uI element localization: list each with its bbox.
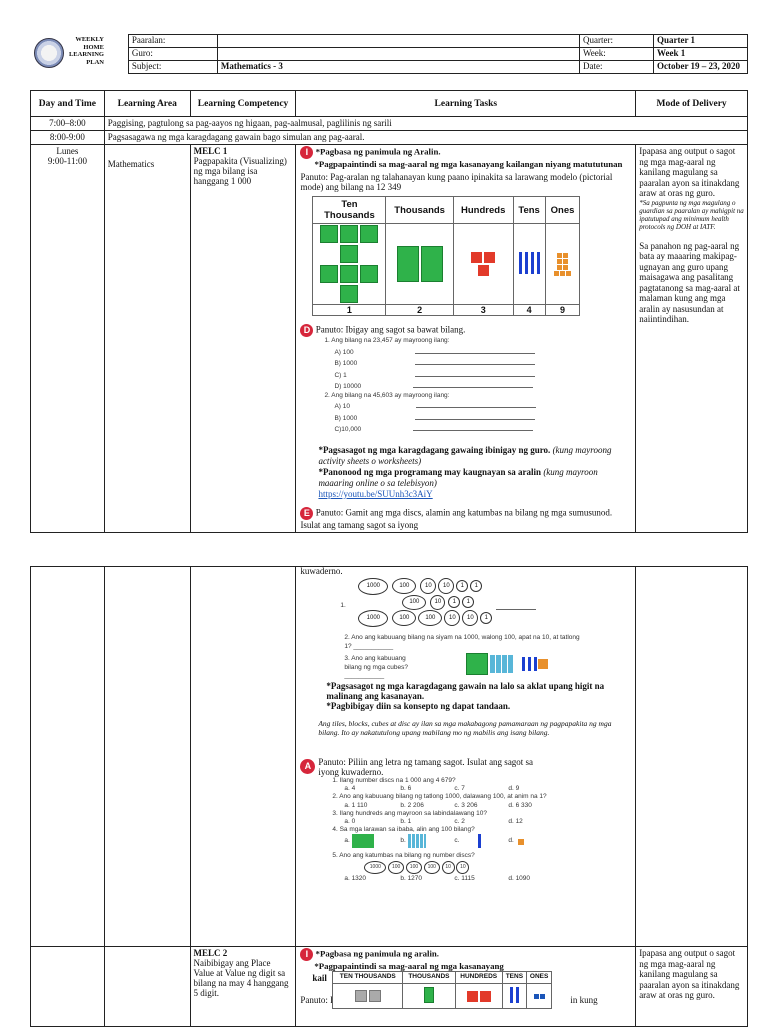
task-intro: I *Pagbasa ng panimula ng Aralin. *Pagpapaintindi sa mag-aaral ng mga kasanayang kailangan niyang matututunan (300, 146, 631, 169)
pv-header-ones: Ones (545, 197, 580, 224)
marker-d-icon: D (300, 324, 313, 337)
guro-value (217, 48, 579, 61)
date-label: Date: (580, 61, 654, 74)
header-info-table (30, 34, 748, 74)
melc1-text: Pagpapakita (Visualizing) ng mga bilang isa hanggang 1 000 (193, 156, 287, 186)
task-emphasis: *Pagbibigay diin sa konsepto ng dapat tandaan. (326, 701, 511, 711)
question-d1: 1. Ang bilang na 23,457 ay mayroong ilang: (324, 337, 450, 344)
subject-value: Mathematics - 3 (217, 61, 579, 74)
cont-learning-tasks (296, 567, 636, 947)
disc: 100 (392, 610, 416, 626)
mode-delivery-text-2: Sa panahon ng pag-aaral ng bata ay maaaring makipag-ugnayan ang guro upang maisagawa ang pasalitang pagtatanong sa mag-aaral at malaman kung ang mga aralin ay nasusundan at naiintindihan. (639, 240, 740, 324)
tens-rods (513, 224, 545, 305)
week-value: Week 1 (653, 48, 747, 61)
tuesday-learning-area (104, 947, 190, 1027)
disc: 10 (444, 610, 460, 626)
disc: 10 (462, 610, 478, 626)
pv-header-hundreds: Hundreds (453, 197, 513, 224)
pv-value-thousands: 2 (386, 305, 453, 316)
disc: 1 (448, 596, 460, 608)
pv-value-ten-thousands: 1 (313, 305, 386, 316)
task-watch-programs: *Panonood ng mga programang may kaugnayan sa aralin (kung mayroon maaaring online o sa telebisyon) (318, 466, 598, 488)
pv-header-thousands: Thousands (386, 197, 453, 224)
pv2-header-ten-thousands: TEN THOUSANDS (333, 972, 403, 984)
kuwaderno-text: kuwaderno. (300, 566, 343, 576)
disc: 100 (392, 578, 416, 594)
exercise-a-questions: 1. Ilang number discs na 1 000 ang 4 679? a. 4 b. 6 c. 7 d. 9 2. Ano ang kabuuang bilang ng tatlong 1000, dalawang 100, at anim na 1? a. 1 110 b. 2 206 c. 3 206 d. 6 330 3. Ilang hundreds ang mayroon sa labindalawang 10? a. 0 b. 1 c. 2 d. 12 4. Sa mga larawan sa ibaba, alin ang 100 bilang? a. b. c. d. 5. Ano ang katumbas na bilang ng number discs? 1000 100 100 100 10 10 a. 1320 b. 1270 c. 1115 d. 1090 (332, 777, 631, 883)
task2-intro: I *Pagbasa ng panimula ng aralin. *Pagpapaintindi sa mag-aaral ng mga kasanayang (300, 948, 631, 971)
disc: 1000 (358, 578, 388, 595)
panuto-d: D Panuto: Ibigay ang sagot sa bawat bilang. (300, 324, 631, 337)
row-time-8-9: 8:00-9:00 (31, 131, 105, 145)
hundred-flats (453, 224, 513, 305)
place-value-chart-2: kail Panuto: I TEN THOUSANDS THOUSANDS HUNDREDS TENS ONES in kung (300, 971, 631, 1011)
question-a2: 2. Ano ang kabuuang bilang ng tatlong 1000, dalawang 100, at anim na 1? (332, 793, 547, 801)
cont-competency (190, 567, 296, 947)
youtube-link[interactable]: https://youtu.be/SUUnh3c3AiY (318, 488, 433, 499)
col-header-learning-competency: Learning Competency (190, 91, 296, 117)
monday-learning-area: Mathematics (104, 145, 190, 533)
tuesday-day-time (31, 947, 105, 1027)
row-activity-7-8: Paggising, pagtulong sa pag-aayos ng higaan, pag-aalmusal, paglilinis ng sarili (104, 117, 747, 131)
cont-day-time (31, 567, 105, 947)
disc: 1 (462, 596, 474, 608)
marker-a-icon: A (300, 759, 315, 774)
pv-value-hundreds: 3 (453, 305, 513, 316)
question-a3: 3. Ilang hundreds ang mayroon sa labindalawang 10? (332, 809, 488, 817)
disc: 1000 (358, 610, 388, 627)
pv-value-ones: 9 (545, 305, 580, 316)
mode-delivery-note: *Sa pagpunta ng mga magulang o guardian sa paaralan ay mahigpit na ipatutupad ang minimum health protocols ng DOH at IATF. (639, 198, 744, 231)
place-value-chart (312, 196, 580, 316)
disc: 1 (456, 580, 468, 592)
question-a4: 4. Sa mga larawan sa ibaba, alin ang 100 bilang? (332, 826, 475, 834)
tuesday-competency (190, 947, 296, 1027)
number-discs-exercise: 1. 1000 100 10 10 1 1 100 10 1 1 1000 100 100 10 10 1 (340, 576, 631, 634)
weekly-plan-table-continued (30, 566, 748, 1027)
marker-i-icon: I (300, 146, 313, 159)
tuesday-mode-of-delivery (636, 947, 748, 1027)
weekly-plan-table (30, 90, 748, 533)
melc2-title: MELC 2 (193, 948, 228, 958)
ones-units (545, 224, 580, 305)
row-activity-8-9: Pagsasagawa ng mga karagdagang gawain bago simulan ang pag-aaral. (104, 131, 747, 145)
disc: 1 (470, 580, 482, 592)
tuesday-learning-tasks (296, 947, 636, 1027)
question-a4-options: a. b. c. d. (344, 834, 631, 850)
task-extra-activities: *Pagsasagot ng mga karagdagang gawaing ibinigay ng guro. (kung mayroong activity sheets o worksheets) (318, 444, 612, 466)
question-d2: 2. Ang bilang na 45,603 ay mayroong ilang: (324, 391, 450, 399)
cont-mode-of-delivery (636, 567, 748, 947)
monday-competency (190, 145, 296, 533)
pv-header-ten-thousands: Ten Thousands (313, 197, 386, 224)
disc: 1 (480, 612, 492, 624)
panuto-a: A Panuto: Piliin ang letra ng tamang sagot. Isulat ang sagot sa iyong kuwaderno. (300, 757, 631, 777)
pv-header-tens: Tens (513, 197, 545, 224)
exercise-e-q2: 2. Ano ang kabuuang bilang na siyam na 1000, walong 100, apat na 10, at tatlong 1? ___________ (344, 634, 580, 650)
italic-note: Ang tiles, blocks, cubes at disc ay ilan sa mga makabagong pamamaraan ng pagpapakita ng mga bilang. Ito ay nakatutulong upang mabilang mo ng mabilis ang isang bilang. (318, 719, 612, 737)
pv2-header-tens: TENS (502, 972, 526, 984)
col-header-mode-of-delivery: Mode of Delivery (636, 91, 748, 117)
pv2-header-thousands: THOUSANDS (403, 972, 455, 984)
exercise-d-questions: 1. Ang bilang na 23,457 ay mayroong ilang: A) 100 B) 1000 C) 1 D) 10000 2. Ang bilang na 45,603 ay mayroong ilang: A) 10 B) 1000 C)10,000 (324, 337, 631, 435)
disc: 10 (438, 578, 454, 594)
paaralan-label: Paaralan: (128, 35, 217, 48)
panuto-e: E Panuto: Gamit ang mga discs, alamin ang katumbas na bilang ng mga sumusunod. Isulat ang tamang sagot sa iyong (300, 507, 613, 530)
melc1-title: MELC 1 (193, 146, 228, 156)
monday-mode-of-delivery (636, 145, 748, 533)
mode-delivery-text: Ipapasa ang output o sagot ng mga mag-aaral ng kanilang magulang sa paaralan ayon sa itinakdang araw at oras ng guro. (639, 146, 740, 198)
task-additional-practice: *Pagsasagot ng mga karagdagang gawain na lalo sa aklat upang higit na malinang ang kasanayan. (326, 681, 605, 701)
guro-label: Guro: (128, 48, 217, 61)
quarter-label: Quarter: (580, 35, 654, 48)
mode2-delivery-text: Ipapasa ang output o sagot ng mga mag-aaral ng kanilang magulang sa paaralan ayon sa itinakdang araw at oras ng guro. (639, 948, 740, 1000)
thousand-blocks (386, 224, 453, 305)
marker-e-icon: E (300, 507, 313, 520)
question-a5: 5. Ano ang katumbas na bilang ng number discs? (332, 852, 475, 860)
pv2-header-hundreds: HUNDREDS (455, 972, 502, 984)
quarter-value: Quarter 1 (653, 35, 747, 48)
paaralan-value (217, 35, 579, 48)
subject-label: Subject: (128, 61, 217, 74)
col-header-learning-area: Learning Area (104, 91, 190, 117)
ten-thousand-blocks (313, 224, 386, 305)
melc2-text: Naibibigay ang Place Value at Value ng digit sa bilang na may 4 hanggang 5 digit. (193, 958, 289, 998)
col-header-day-time: Day and Time (31, 91, 105, 117)
monday-day-time: Lunes 9:00-11:00 (31, 145, 105, 533)
col-header-learning-tasks: Learning Tasks (296, 91, 636, 117)
monday-learning-tasks (296, 145, 636, 533)
date-value: October 19 – 23, 2020 (653, 61, 747, 74)
plan-logo-text: WEEKLY HOME LEARNING PLAN (68, 36, 104, 66)
marker-i2-icon: I (300, 948, 313, 961)
pv2-header-ones: ONES (526, 972, 551, 984)
disc: 10 (420, 578, 436, 594)
pv-value-tens: 4 (513, 305, 545, 316)
disc: 100 (418, 610, 442, 626)
cont-learning-area (104, 567, 190, 947)
row-time-7-8: 7:00–8:00 (31, 117, 105, 131)
disc: 100 (402, 595, 426, 610)
question-a5-discs: 1000 100 100 100 10 10 (364, 861, 631, 875)
week-label: Week: (580, 48, 654, 61)
exercise-e-q3: 3. Ano ang kabuuang bilang ng mga cubes? ___________ (344, 653, 631, 681)
disc: 10 (430, 595, 445, 610)
panuto-pictorial: Panuto: Pag-aralan ng talahanayan kung paano ipinakita sa larawang modelo (pictorial mode) ang bilang na 12 349 (300, 172, 613, 192)
question-a1: 1. Ilang number discs na 1 000 ang 4 679? (332, 777, 456, 784)
